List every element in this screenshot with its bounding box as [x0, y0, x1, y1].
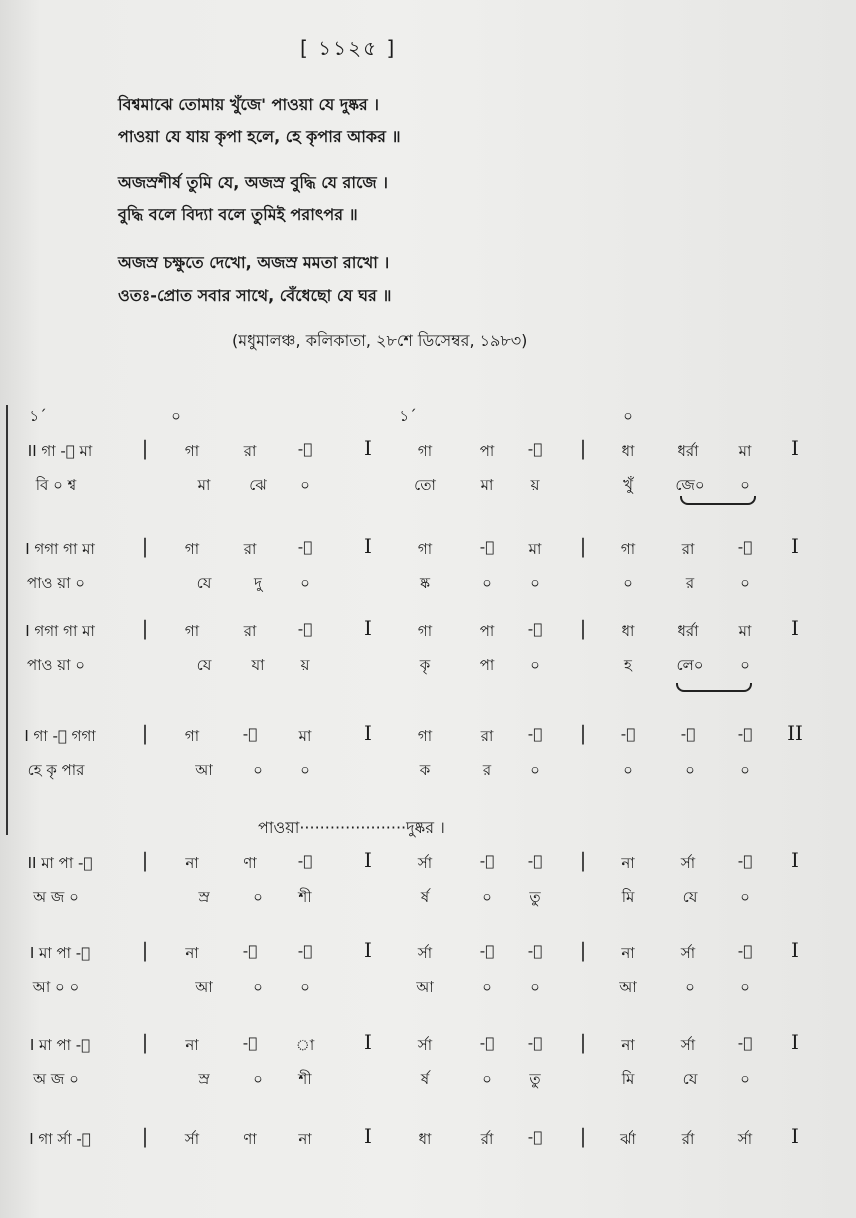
lyric-syllable: ০ [623, 761, 633, 779]
lyric-syllable: তু [529, 888, 541, 906]
note-cell: I গগা গা মা [25, 622, 95, 640]
note-cell: II মা পা ‑া [27, 854, 93, 872]
note-cell: গা [417, 540, 433, 558]
bar-separator: | [579, 616, 587, 640]
lyric-syllable: য় [530, 476, 540, 494]
note-cell: ‑া [737, 852, 753, 870]
lyric-syllable: ০ [300, 761, 310, 779]
lyric-syllable: মা [480, 476, 494, 494]
note-cell: ‑া [242, 942, 258, 960]
note-cell: র্সা [680, 854, 696, 872]
note-cell: না [185, 854, 199, 872]
lyric-syllable: ০ [482, 574, 492, 592]
bar-separator: | [141, 616, 149, 640]
note-cell: ‑া [737, 942, 753, 960]
lyric-syllable: আ ০ ০ [32, 978, 80, 996]
lyric-syllable: মি [621, 888, 635, 906]
bar-separator: I [364, 848, 372, 872]
lyric-syllable: কৃ [419, 656, 431, 674]
bar-separator: I [791, 1124, 799, 1148]
note-cell: ‑া [737, 1034, 753, 1052]
lyric-syllable: পাও য়া ০ [26, 656, 86, 674]
bar-separator: II [787, 721, 803, 745]
note-cell: I মা পা ‑া [29, 1036, 91, 1054]
note-cell: ‑া [479, 538, 495, 556]
lyric-syllable: আ [195, 761, 213, 779]
note-cell: ‑া [297, 620, 313, 638]
note-cell: ধর্রা [677, 442, 699, 460]
note-cell: ‑া [479, 852, 495, 870]
lyric-syllable: দু [254, 574, 262, 592]
note-cell: II গা ‑া মা [27, 442, 93, 460]
note-cell: র্রা [681, 1130, 695, 1148]
lyric-syllable: লে০ [676, 656, 704, 674]
lyric-syllable: আ [195, 978, 213, 996]
bar-separator: | [141, 1030, 149, 1054]
note-cell: র্সা [680, 1036, 696, 1054]
section-divider: পাওয়া·····················দুষ্কর । [258, 818, 445, 837]
lyric-syllable: অ জ ০ [33, 888, 79, 906]
left-margin-rule [6, 405, 8, 835]
lyric-syllable: যে [682, 888, 698, 906]
lyric-syllable: ০ [740, 1070, 750, 1088]
lyric-syllable: ০ [740, 978, 750, 996]
lyric-line-3: অজস্রশীর্ষ তুমি যে, অজস্র বুদ্ধি যে রাজে । [118, 173, 389, 192]
note-cell: গা [620, 540, 636, 558]
bar-separator: | [141, 436, 149, 460]
note-cell: I মা পা ‑া [29, 944, 91, 962]
note-cell: রা [243, 442, 257, 460]
note-cell: ‑া [297, 852, 313, 870]
lyric-syllable: র্ষ [420, 888, 430, 906]
lyric-syllable: ০ [253, 761, 263, 779]
lyric-syllable: ০ [623, 574, 633, 592]
note-cell: গা [184, 727, 200, 745]
lyric-syllable: শী [298, 888, 312, 906]
note-cell: র্সা [417, 1036, 433, 1054]
bar-separator: | [141, 1124, 149, 1148]
lyric-syllable: যে [682, 1070, 698, 1088]
bar-separator: | [579, 436, 587, 460]
lyric-syllable: র্ষ [420, 1070, 430, 1088]
lyric-syllable: শী [298, 1070, 312, 1088]
note-cell: পা [479, 442, 495, 460]
lyric-syllable: য় [300, 656, 310, 674]
bar-separator: I [364, 721, 372, 745]
note-cell: রা [681, 540, 695, 558]
note-cell: না [621, 944, 635, 962]
lyric-syllable: ০ [482, 978, 492, 996]
note-cell: না [298, 1130, 312, 1148]
beat-mark: ০ [623, 407, 633, 425]
bar-separator: | [141, 721, 149, 745]
lyric-syllable: ঝে [249, 476, 267, 494]
note-cell: ‑া [242, 725, 258, 743]
bar-separator: | [579, 848, 587, 872]
note-cell: না [621, 854, 635, 872]
note-cell: I গা ‑া গগা [24, 727, 96, 745]
note-cell: গা [417, 622, 433, 640]
note-cell: ‑া [527, 620, 543, 638]
bar-separator: I [791, 848, 799, 872]
note-cell: রা [243, 540, 257, 558]
note-cell: ‑া [620, 725, 636, 743]
note-cell: রা [480, 727, 494, 745]
bar-separator: | [141, 938, 149, 962]
lyric-syllable: আ [619, 978, 637, 996]
note-cell: ধর্রা [677, 622, 699, 640]
note-cell: র্ঝা [620, 1130, 636, 1148]
note-cell: ‑া [527, 440, 543, 458]
note-cell: ‑া [737, 538, 753, 556]
lyric-syllable: জে০ [675, 476, 705, 494]
note-cell: ‑া [527, 725, 543, 743]
lyric-syllable: র [482, 761, 492, 779]
note-cell: ‑া [737, 725, 753, 743]
bar-separator: I [791, 534, 799, 558]
note-cell: ধা [621, 442, 635, 460]
note-cell: মা [528, 540, 542, 558]
lyric-syllable: তো [414, 476, 436, 494]
lyric-line-2: পাওয়া যে যায় কৃপা হলে, হে কৃপার আকর ॥ [118, 127, 401, 146]
lyric-syllable: র [685, 574, 695, 592]
page-number: [ ১১২৫ ] [300, 36, 397, 60]
note-cell: ণা [243, 1130, 257, 1148]
bar-separator: | [579, 1030, 587, 1054]
lyric-syllable: মি [621, 1070, 635, 1088]
note-cell: গা [184, 540, 200, 558]
beat-mark: ০ [171, 407, 181, 425]
lyric-line-1: বিশ্বমাঝে তোমায় খুঁজে' পাওয়া যে দুষ্কর । [118, 95, 380, 114]
lyric-syllable: ০ [300, 574, 310, 592]
lyric-syllable: অ জ ০ [33, 1070, 79, 1088]
note-cell: গা [184, 442, 200, 460]
lyric-syllable: খুঁ [623, 476, 633, 494]
bar-separator: I [791, 616, 799, 640]
bar-separator: I [791, 938, 799, 962]
note-cell: I গগা গা মা [25, 540, 95, 558]
note-cell: ‑া [297, 942, 313, 960]
lyric-syllable: পা [479, 656, 495, 674]
bar-separator: I [364, 938, 372, 962]
lyric-syllable: ০ [253, 1070, 263, 1088]
bar-separator: | [579, 721, 587, 745]
bar-separator: I [791, 436, 799, 460]
note-cell: ‑া [527, 1128, 543, 1146]
lyric-line-6: ওতঃ-প্রোত সবার সাথে, বেঁধেছো যে ঘর ॥ [118, 286, 392, 305]
lyric-syllable: ০ [740, 476, 750, 494]
lyric-syllable: ০ [530, 574, 540, 592]
note-cell: র্সা [184, 1130, 200, 1148]
slur-mark [680, 496, 756, 505]
lyric-line-5: অজস্র চক্ষুতে দেখো, অজস্র মমতা রাখো । [118, 253, 390, 272]
lyric-syllable: স্র [198, 1070, 210, 1088]
note-cell: ‑া [527, 852, 543, 870]
bar-separator: | [141, 848, 149, 872]
beat-mark: ১´ [399, 407, 417, 425]
note-cell: গা [184, 622, 200, 640]
lyric-syllable: ০ [253, 888, 263, 906]
bar-separator: I [364, 1124, 372, 1148]
note-cell: র্সা [737, 1130, 753, 1148]
note-cell: পা [479, 622, 495, 640]
lyric-syllable: ০ [300, 476, 310, 494]
note-cell: ‑া [479, 1034, 495, 1052]
note-cell: না [621, 1036, 635, 1054]
lyric-syllable: আ [416, 978, 434, 996]
note-cell: না [185, 944, 199, 962]
note-cell: ণা [243, 854, 257, 872]
lyric-syllable: ০ [530, 656, 540, 674]
bar-separator: | [579, 1124, 587, 1148]
note-cell: গা [417, 442, 433, 460]
beat-mark: ১´ [29, 407, 47, 425]
lyric-syllable: হে কৃ পার [27, 761, 85, 779]
bar-separator: | [141, 534, 149, 558]
note-cell: রা [243, 622, 257, 640]
note-cell: ‑া [527, 1034, 543, 1052]
lyric-syllable: ০ [253, 978, 263, 996]
lyric-syllable: ০ [740, 761, 750, 779]
lyric-syllable: বি ০ শ্ব [35, 476, 77, 494]
lyric-syllable: তু [529, 1070, 541, 1088]
lyric-syllable: ক [419, 761, 431, 779]
note-cell: া [295, 1036, 315, 1054]
note-cell: ‑া [242, 1034, 258, 1052]
lyric-syllable: ০ [685, 978, 695, 996]
note-cell: ‑া [680, 725, 696, 743]
lyric-syllable: ০ [740, 888, 750, 906]
lyric-syllable: স্র [198, 888, 210, 906]
note-cell: র্সা [680, 944, 696, 962]
note-cell: গা [417, 727, 433, 745]
slur-mark [676, 683, 752, 692]
note-cell: না [185, 1036, 199, 1054]
note-cell: ‑া [297, 440, 313, 458]
lyric-syllable: ০ [300, 978, 310, 996]
note-cell: র্সা [417, 944, 433, 962]
note-cell: ধা [621, 622, 635, 640]
lyric-syllable: যে [196, 656, 212, 674]
bar-separator: | [579, 938, 587, 962]
lyric-line-4: বুদ্ধি বলে বিদ্যা বলে তুমিই পরাৎপর ॥ [118, 205, 358, 224]
bar-separator: | [579, 534, 587, 558]
bar-separator: I [364, 436, 372, 460]
lyric-syllable: ষ্ক [419, 574, 431, 592]
note-cell: মা [738, 622, 752, 640]
note-cell: ‑া [297, 538, 313, 556]
note-cell: মা [738, 442, 752, 460]
lyric-syllable: যা [251, 656, 265, 674]
lyric-syllable: ০ [530, 978, 540, 996]
lyric-syllable: পাও য়া ০ [26, 574, 86, 592]
lyric-syllable: মা [197, 476, 211, 494]
note-cell: ধা [418, 1130, 432, 1148]
lyric-syllable: ০ [482, 1070, 492, 1088]
bar-separator: I [791, 1030, 799, 1054]
lyric-syllable: ০ [740, 574, 750, 592]
note-cell: র্রা [480, 1130, 494, 1148]
lyric-syllable: ০ [740, 656, 750, 674]
source-citation: (মধুমালঞ্চ, কলিকাতা, ২৮শে ডিসেম্বর, ১৯৮৩) [232, 331, 528, 350]
bar-separator: I [364, 616, 372, 640]
note-cell: ‑া [479, 942, 495, 960]
lyric-syllable: হ [624, 656, 632, 674]
bar-separator: I [364, 1030, 372, 1054]
note-cell: ‑া [527, 942, 543, 960]
bar-separator: I [364, 534, 372, 558]
note-cell: মা [298, 727, 312, 745]
lyric-syllable: ০ [530, 761, 540, 779]
lyric-syllable: ০ [685, 761, 695, 779]
lyric-syllable: ০ [482, 888, 492, 906]
note-cell: র্সা [417, 854, 433, 872]
note-cell: I গা র্সা ‑া [29, 1130, 91, 1148]
lyric-syllable: যে [196, 574, 212, 592]
